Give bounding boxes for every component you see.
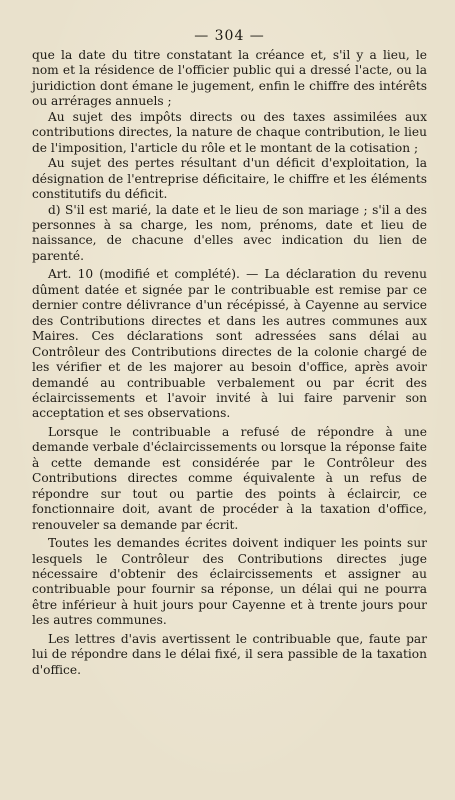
paragraph-5: Art. 10 (modifié et complété). — La déclaration du revenu dûment datée et signée par le contribuable est remise par ce dernier contre délivrance d'un récépissé, à Cayenne au service des Contributions directes et dans les autres communes aux Maires. Ces déclarations sont adressées sans délai au Contrôleur des Contributions directes de la colonie chargé de les vérifier et de les majorer au besoin d'office, après avoir demandé au contribuable verbalement ou par écrit des éclaircissements et l'avoir invité à lui faire parvenir son acceptation et ses observations.	[32, 267, 427, 421]
paragraph-3: Au sujet des pertes résultant d'un déficit d'exploitation, la désignation de l'entreprise déficitaire, le chiffre et les éléments constitutifs du déficit.	[32, 156, 427, 202]
paragraph-7: Toutes les demandes écrites doivent indiquer les points sur lesquels le Contrôleur des Contributions directes juge nécessaire d'obtenir des éclaircissements et assigner au contribuable pour fournir sa réponse, un délai qui ne pourra être inférieur à huit jours pour Cayenne et à trente jours pour les autres communes.	[32, 536, 427, 628]
paragraph-8: Les lettres d'avis avertissent le contribuable que, faute par lui de répondre dans le délai fixé, il sera passible de la taxation d'office.	[32, 631, 427, 677]
paragraph-1: que la date du titre constatant la créance et, s'il y a lieu, le nom et la résidence de l'officier public qui a dressé l'acte, ou la juridiction dont émane le jugement, enfin le chiffre des intérêts ou arrérages annuels ;	[32, 48, 427, 109]
paragraph-4: d) S'il est marié, la date et le lieu de son mariage ; s'il a des personnes à sa charge, les nom, prénoms, date et lieu de naissance, de chacune d'elles avec indication du lien de parenté.	[32, 202, 427, 263]
paragraph-2: Au sujet des impôts directs ou des taxes assimilées aux contributions directes, la nature de chaque contribution, le lieu de l'imposition, l'article du rôle et le montant de la cotisation ;	[32, 109, 427, 155]
paragraph-6: Lorsque le contribuable a refusé de répondre à une demande verbale d'éclaircissements ou lorsque la réponse faite à cette demande est considérée par le Contrôleur des Contributions directes comme équivalente à un refus de répondre sur tout ou partie des points à éclaircir, ce fonctionnaire doit, avant de procéder à la taxation d'office, renouveler sa demande par écrit.	[32, 424, 427, 532]
page-number: — 304 —	[194, 28, 265, 44]
body-text	[32, 48, 427, 678]
